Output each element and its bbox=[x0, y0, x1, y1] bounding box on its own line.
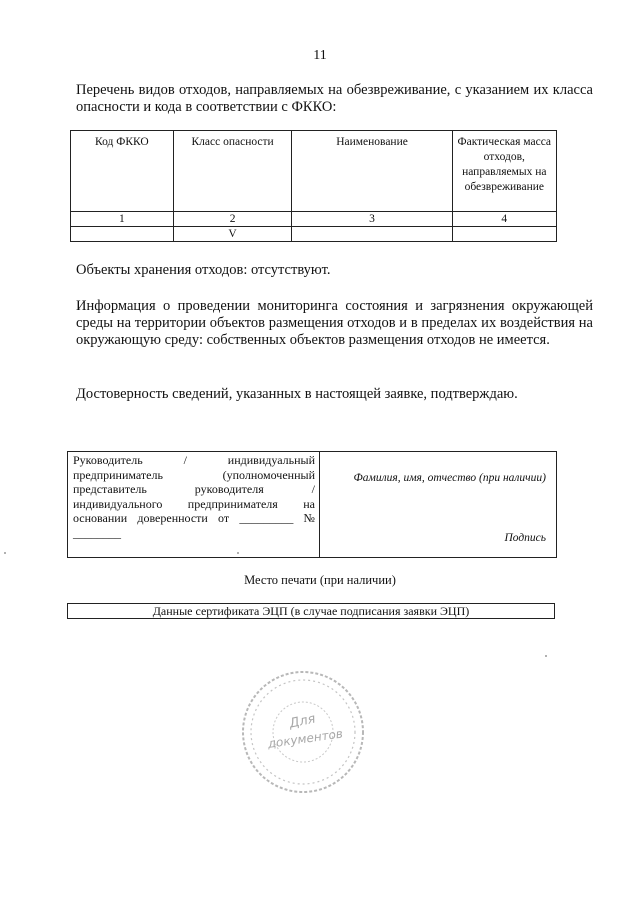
table-cell: V bbox=[173, 227, 292, 242]
table-index-row bbox=[71, 212, 557, 227]
header-fkko-code: Код ФККО bbox=[71, 131, 174, 212]
table-header-row bbox=[71, 131, 557, 212]
table-cell bbox=[452, 227, 556, 242]
full-name-label: Фамилия, имя, отчество (при наличии) bbox=[353, 472, 546, 484]
header-hazard-class: Класс опасности bbox=[173, 131, 292, 212]
signature-label: Подпись bbox=[504, 532, 546, 544]
index-cell: 2 bbox=[173, 212, 292, 227]
index-cell: 1 bbox=[71, 212, 174, 227]
table-cell bbox=[292, 227, 452, 242]
seal-text-line1: Для bbox=[287, 711, 317, 732]
header-name: Наименование bbox=[292, 131, 452, 212]
monitoring-paragraph: Информация о проведении мониторинга состояния и загрязнения окружающей среды на территории объектов размещения отходов и в пределах их воздействия на окружающую среду: собственных объектов размещения отходов не имеется. bbox=[76, 298, 593, 348]
page-number: 11 bbox=[313, 48, 327, 63]
scan-speck bbox=[545, 655, 547, 657]
confirmation-statement: Достоверность сведений, указанных в настоящей заявке, подтверждаю. bbox=[76, 386, 518, 402]
signature-cell bbox=[320, 452, 557, 558]
header-actual-mass: Фактическая масса отходов, направляемых на обезвреживание bbox=[452, 131, 556, 212]
signatory-description: Руководитель / индивидуальный предприниматель (уполномоченный представитель руководителя / индивидуального предпринимателя на основании доверенности от _________ № ________ bbox=[68, 452, 320, 558]
stamp-place-label: Место печати (при наличии) bbox=[244, 573, 396, 587]
seal-text-line2: документов bbox=[266, 726, 344, 751]
intro-paragraph: Перечень видов отходов, направляемых на обезвреживание, с указанием их класса опасности и кода в соответствии с ФККО: bbox=[76, 82, 593, 115]
signature-table bbox=[67, 451, 557, 558]
scan-speck bbox=[237, 552, 239, 554]
index-cell: 3 bbox=[292, 212, 452, 227]
round-seal-stamp bbox=[238, 667, 368, 797]
scan-speck bbox=[4, 552, 6, 554]
storage-statement: Объекты хранения отходов: отсутствуют. bbox=[76, 262, 331, 278]
table-row bbox=[71, 227, 557, 242]
index-cell: 4 bbox=[452, 212, 556, 227]
waste-table bbox=[70, 130, 557, 242]
ecp-certificate-box: Данные сертификата ЭЦП (в случае подписания заявки ЭЦП) bbox=[67, 603, 555, 619]
table-cell bbox=[71, 227, 174, 242]
